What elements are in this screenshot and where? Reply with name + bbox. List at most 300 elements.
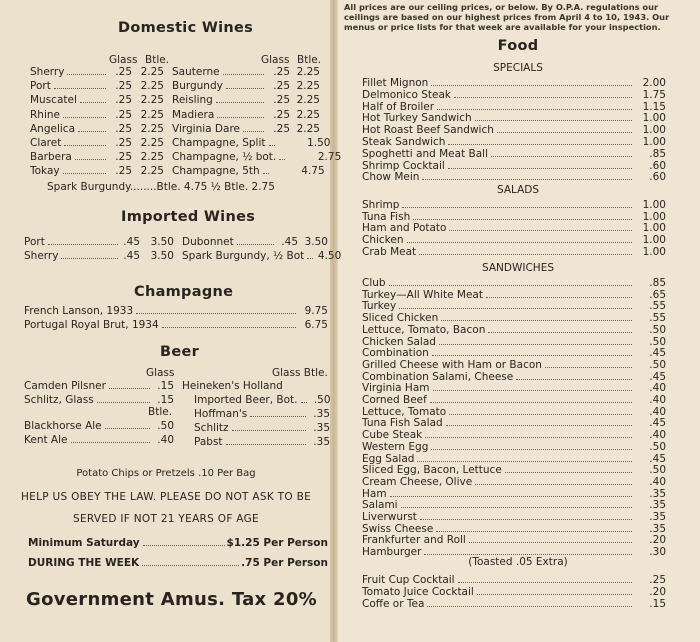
item-price: 1.00 (642, 222, 666, 235)
domestic-wine-row (172, 66, 320, 78)
item-name: Sliced Chicken (362, 312, 439, 325)
page-fold (330, 0, 338, 642)
dot-leader (425, 437, 632, 438)
item-price: 2.25 (296, 66, 320, 78)
dot-leader (431, 449, 632, 450)
opa-notice-line-2: ceilings are based on our highest prices from April 4 to 10, 1943. Our (344, 12, 670, 22)
item-name: Lettuce, Tomato (362, 405, 447, 418)
sandwich-row (362, 464, 666, 476)
glass-price: .45 (123, 236, 140, 248)
item-name: Tokay (30, 165, 60, 178)
item-price: .60 (649, 159, 666, 172)
sandwich-row (362, 347, 666, 359)
dot-leader (413, 219, 632, 220)
dot-leader (401, 507, 632, 508)
item-name: Hot Turkey Sandwich (362, 112, 472, 125)
item-name: Sherry (30, 66, 65, 78)
sandwich-row (362, 511, 666, 523)
minimum-label: Minimum Saturday (28, 537, 140, 549)
opa-notice-line-1: All prices are our ceiling prices, or below. By O.P.A. regulations our (344, 2, 659, 12)
glass-price: .25 (273, 66, 290, 78)
dot-leader (48, 244, 118, 245)
domestic-wine-row (30, 109, 164, 121)
item-name: Steak Sandwich (362, 136, 446, 148)
glass-price: .25 (115, 165, 132, 178)
item-price: .35 (649, 499, 666, 512)
item-price: .35 (313, 436, 330, 448)
domestic-wine-row (172, 151, 342, 164)
item-name: Grilled Cheese with Ham or Bacon (362, 358, 542, 371)
dot-leader (136, 313, 296, 314)
domestic-wine-row (30, 123, 164, 135)
item-name: Frankfurter and Roll (362, 534, 466, 547)
item-price: 1.00 (642, 245, 666, 258)
glass-price: .25 (273, 108, 290, 121)
dot-leader (417, 461, 632, 462)
chips-line: Potato Chips or Pretzels .10 Per Bag (76, 468, 256, 479)
sandwiches-title: SANDWICHES (482, 262, 554, 274)
dot-leader (424, 554, 632, 555)
special-row (362, 171, 666, 183)
dot-leader (279, 159, 285, 160)
sandwich-row (362, 312, 666, 324)
item-price: .50 (649, 464, 666, 477)
beer-head-glass: Glass (146, 367, 175, 379)
item-price: .50 (649, 323, 666, 336)
item-name: Tuna Fish Salad (362, 417, 443, 430)
item-name: Champagne, 5th (172, 165, 260, 178)
glass-price: .25 (115, 66, 132, 78)
item-name: Rhine (30, 108, 60, 121)
item-price: 1.00 (642, 124, 666, 137)
dot-leader (389, 285, 632, 286)
dot-leader (437, 109, 632, 110)
glass-price: .45 (123, 250, 140, 262)
glass-price: .25 (273, 80, 290, 93)
sandwich-row (362, 453, 666, 465)
item-name: Claret (30, 137, 62, 149)
dot-leader (263, 173, 269, 174)
item-price: .40 (649, 475, 666, 488)
domestic-wine-row (172, 94, 320, 106)
item-name: Fillet Mignon (362, 77, 429, 89)
salad-row (362, 211, 666, 223)
item-name: Ham and Potato (362, 222, 447, 235)
dot-leader (142, 565, 239, 566)
item-price: 2.25 (140, 108, 164, 121)
dot-leader (458, 582, 632, 583)
item-price: 4.50 (317, 250, 342, 262)
imported-wine-row (182, 236, 328, 248)
salad-row (362, 234, 666, 246)
domestic-wine-row (30, 94, 164, 106)
item-name: Shrimp Cocktail (362, 159, 445, 172)
item-name: Port (24, 236, 45, 248)
special-row (362, 112, 666, 124)
item-price: 2.25 (296, 108, 320, 121)
dot-leader (61, 258, 118, 259)
food-title: Food (497, 38, 539, 54)
item-price: 1.00 (642, 112, 666, 125)
item-price: 2.25 (140, 151, 164, 164)
dot-leader (419, 254, 632, 255)
item-price: 1.00 (642, 199, 666, 211)
item-name: Ham (362, 487, 387, 500)
item-name: Chow Mein (362, 171, 420, 184)
special-row (362, 77, 666, 89)
item-name: Club (362, 277, 386, 289)
dot-leader (420, 519, 632, 520)
dot-leader (516, 379, 632, 380)
item-price: .50 (649, 440, 666, 453)
item-name: Barbera (30, 151, 72, 164)
item-name: Camden Pilsner (24, 380, 106, 392)
dot-leader (432, 355, 632, 356)
item-price: 2.25 (296, 80, 320, 93)
dot-leader (217, 117, 264, 118)
item-price: .45 (649, 347, 666, 360)
beer-row (194, 422, 330, 434)
item-name: Portugal Royal Brut, 1934 (24, 319, 159, 331)
item-price: .65 (649, 288, 666, 301)
dot-leader (75, 159, 106, 160)
dot-leader (232, 430, 306, 431)
item-name: Turkey—All White Meat (362, 288, 483, 301)
sandwich-row (362, 277, 666, 289)
dot-leader (449, 230, 632, 231)
dot-leader (301, 402, 307, 403)
dot-leader (497, 132, 632, 133)
item-price: .40 (649, 429, 666, 442)
domestic-wine-row (30, 66, 164, 78)
minimum-row (28, 557, 328, 569)
domestic-wine-row (30, 137, 164, 149)
item-name: Schlitz, Glass (24, 394, 94, 406)
item-price: 1.00 (642, 210, 666, 223)
beer-row (194, 408, 330, 420)
item-price: .55 (649, 312, 666, 325)
amusement-tax: Government Amus. Tax 20% (26, 589, 318, 610)
item-name: Champagne, Split (172, 137, 266, 149)
dot-leader (454, 97, 632, 98)
item-price: .45 (649, 370, 666, 383)
item-name: Cube Steak (362, 429, 423, 442)
glass-price: .25 (115, 94, 132, 107)
dot-leader (402, 207, 632, 208)
sandwich-row (362, 336, 666, 348)
item-price: .35 (649, 511, 666, 523)
item-name: Swiss Cheese (362, 522, 434, 535)
item-price: 2.25 (296, 94, 320, 107)
domestic-head-glass-right: Glass (261, 54, 290, 66)
extra-row (362, 574, 666, 586)
domestic-wine-row (30, 151, 164, 163)
dot-leader (105, 428, 150, 429)
item-price: 9.75 (304, 305, 328, 317)
dot-leader (431, 85, 632, 86)
sandwich-row (362, 417, 666, 429)
item-price: 4.75 (301, 165, 325, 178)
beer-row (24, 420, 174, 432)
item-price: .35 (313, 422, 330, 434)
sandwich-row (362, 488, 666, 500)
item-price: .85 (649, 147, 666, 160)
item-price: 1.15 (642, 100, 666, 113)
domestic-head-btle-left: Btle. (145, 54, 170, 66)
glass-price: .25 (273, 94, 290, 107)
sandwich-row (362, 300, 666, 312)
dot-leader (486, 297, 632, 298)
item-price: 2.25 (140, 137, 164, 149)
toasted-note: (Toasted .05 Extra) (468, 556, 568, 568)
salad-row (362, 199, 666, 211)
sandwich-row (362, 476, 666, 488)
item-name: Burgundy (172, 80, 223, 93)
domestic-wine-row (172, 109, 320, 121)
item-price: 1.00 (642, 234, 666, 247)
dot-leader (430, 402, 632, 403)
item-name: Cream Cheese, Olive (362, 475, 473, 488)
dot-leader (71, 442, 151, 443)
dot-leader (64, 145, 106, 146)
item-price: 2.25 (140, 80, 164, 93)
item-price: .55 (649, 300, 666, 313)
special-row (362, 124, 666, 136)
domestic-head-btle-right: Btle. (297, 54, 322, 66)
glass-price: .25 (115, 137, 132, 149)
item-price: .35 (649, 522, 666, 535)
dot-leader (475, 484, 632, 485)
item-name: Combination Salami, Cheese (362, 370, 514, 383)
item-name: Shrimp (362, 199, 400, 211)
item-name: Combination (362, 347, 429, 360)
item-price: 3.50 (150, 250, 174, 262)
item-name: Fruit Cup Cocktail (362, 574, 455, 586)
special-row (362, 101, 666, 113)
minimum-label: DURING THE WEEK (28, 557, 140, 569)
glass-price: .25 (273, 122, 290, 135)
sandwich-row (362, 406, 666, 418)
domestic-wine-row (30, 165, 164, 177)
salad-row (362, 222, 666, 234)
beer-row (24, 434, 174, 446)
dot-leader (469, 542, 632, 543)
item-name: Spoghetti and Meat Ball (362, 147, 488, 160)
domestic-wine-row (172, 165, 325, 178)
champagne-row (24, 305, 328, 317)
item-name: Chicken (362, 234, 404, 247)
beer-row (194, 394, 330, 406)
dot-leader (54, 88, 106, 89)
dot-leader (399, 308, 632, 309)
sandwich-row (362, 534, 666, 546)
item-name: Salami (362, 499, 398, 512)
item-name: Schlitz (194, 422, 229, 434)
dot-leader (475, 120, 632, 121)
beer-head-btle: Btle. (148, 406, 173, 418)
law-line-2: SERVED IF NOT 21 YEARS OF AGE (73, 513, 259, 525)
dot-leader (223, 74, 264, 75)
item-price: .50 (649, 358, 666, 371)
item-price: 6.75 (304, 319, 328, 331)
sandwich-row (362, 499, 666, 511)
beer-row (194, 436, 330, 448)
special-row (362, 160, 666, 172)
item-name: Hamburger (362, 546, 422, 559)
item-name: Imported Beer, Bot. (194, 394, 298, 406)
domestic-wine-row (30, 80, 164, 92)
item-name: Coffe or Tea (362, 597, 425, 610)
item-price: 2.25 (140, 122, 164, 135)
item-price: 2.25 (296, 122, 320, 135)
domestic-wine-row (172, 123, 320, 135)
dot-leader (63, 117, 106, 118)
item-name: Sauterne (172, 66, 220, 78)
dot-leader (505, 472, 632, 473)
item-name: Sliced Egg, Bacon, Lettuce (362, 464, 502, 477)
item-price: .30 (649, 546, 666, 559)
sandwich-row (362, 394, 666, 406)
minimum-value: .75 Per Person (241, 557, 328, 569)
item-price: .85 (649, 277, 666, 289)
item-name: Turkey (362, 300, 397, 313)
minimum-value: $1.25 Per Person (226, 537, 328, 549)
champagne-row (24, 319, 328, 331)
special-row (362, 136, 666, 148)
champagne-title: Champagne (134, 284, 234, 300)
dot-leader (477, 594, 632, 595)
specials-title: SPECIALS (493, 62, 543, 74)
beer-head-glass-btle: Glass Btle. (272, 367, 328, 379)
item-name: Liverwurst (362, 511, 417, 523)
item-name: Tuna Fish (362, 210, 411, 223)
dot-leader (80, 102, 106, 103)
beer-title: Beer (160, 344, 200, 360)
item-price: .20 (649, 585, 666, 598)
item-name: Madiera (172, 108, 215, 121)
extra-row (362, 598, 666, 610)
dot-leader (67, 74, 106, 75)
item-price: .35 (649, 487, 666, 500)
imported-wine-row (24, 250, 174, 262)
imported-wine-row (182, 250, 342, 262)
item-name: Delmonico Steak (362, 88, 451, 101)
item-name: Western Egg (362, 440, 429, 453)
item-name: Virginia Dare (172, 122, 240, 135)
item-price: .15 (157, 394, 174, 406)
item-name: Sherry (24, 250, 59, 262)
sandwich-row (362, 289, 666, 301)
domestic-wines-title: Domestic Wines (118, 20, 254, 36)
item-price: .20 (649, 534, 666, 547)
minimum-row (28, 537, 328, 549)
dot-leader (545, 367, 632, 368)
item-price: 3.50 (304, 236, 328, 248)
item-price: .40 (649, 394, 666, 406)
dot-leader (226, 88, 264, 89)
item-price: 2.25 (140, 94, 164, 107)
dot-leader (446, 425, 632, 426)
domestic-wine-row (172, 137, 331, 149)
extra-row (362, 586, 666, 598)
item-name: Chicken Salad (362, 335, 436, 348)
special-row (362, 89, 666, 101)
dot-leader (439, 344, 632, 345)
item-price: .50 (649, 335, 666, 348)
dot-leader (422, 179, 632, 180)
item-name: Tomato Juice Cocktail (362, 585, 474, 598)
dot-leader (109, 388, 150, 389)
item-name: Angelica (30, 122, 76, 135)
dot-leader (250, 416, 306, 417)
item-price: 2.75 (317, 151, 342, 164)
dot-leader (307, 258, 313, 259)
sandwich-row (362, 359, 666, 371)
item-price: .35 (313, 408, 330, 420)
opa-notice-line-3: menus or price lists for that week are available for your inspection. (344, 22, 661, 32)
item-name: Muscatel (30, 94, 77, 107)
beer-row (24, 380, 174, 392)
special-row (362, 148, 666, 160)
dot-leader (237, 244, 274, 245)
sandwich-row (362, 382, 666, 394)
item-name: Egg Salad (362, 452, 415, 465)
item-name: Virginia Ham (362, 382, 430, 395)
glass-price: .25 (115, 80, 132, 93)
dot-leader (448, 144, 632, 145)
item-name: Spark Burgundy, ½ Bot (182, 250, 305, 262)
item-name: Lettuce, Tomato, Bacon (362, 323, 486, 336)
item-name: Hoffman's (194, 408, 248, 420)
item-price: .25 (649, 574, 666, 586)
dot-leader (97, 402, 150, 403)
dot-leader (143, 545, 225, 546)
dot-leader (441, 320, 632, 321)
glass-price: .45 (281, 236, 298, 248)
item-name: Champagne, ½ bot. (172, 151, 277, 164)
dot-leader (427, 606, 632, 607)
item-price: 3.50 (150, 236, 174, 248)
item-name: Kent Ale (24, 434, 68, 446)
item-price: .15 (649, 597, 666, 610)
item-name: Blackhorse Ale (24, 420, 102, 432)
item-price: 2.00 (642, 77, 666, 89)
item-price: .45 (649, 452, 666, 465)
dot-leader (269, 145, 275, 146)
sandwich-row (362, 441, 666, 453)
item-price: 2.25 (140, 165, 164, 178)
item-price: 2.25 (140, 66, 164, 78)
dot-leader (390, 496, 632, 497)
item-name: Dubonnet (182, 236, 234, 248)
domestic-wine-row (172, 80, 320, 92)
item-name: Pabst (194, 436, 223, 448)
item-name: Port (30, 80, 51, 93)
item-price: 1.50 (307, 137, 331, 149)
dot-leader (488, 332, 632, 333)
imported-wines-title: Imported Wines (121, 209, 256, 225)
sandwich-row (362, 324, 666, 336)
item-name: Corned Beef (362, 394, 427, 406)
glass-price: .25 (115, 122, 132, 135)
glass-price: .25 (115, 151, 132, 164)
salad-row (362, 246, 666, 258)
sandwich-row (362, 371, 666, 383)
item-price: .40 (649, 382, 666, 395)
dot-leader (216, 102, 264, 103)
sandwich-row (362, 429, 666, 441)
imported-wine-row (24, 236, 174, 248)
